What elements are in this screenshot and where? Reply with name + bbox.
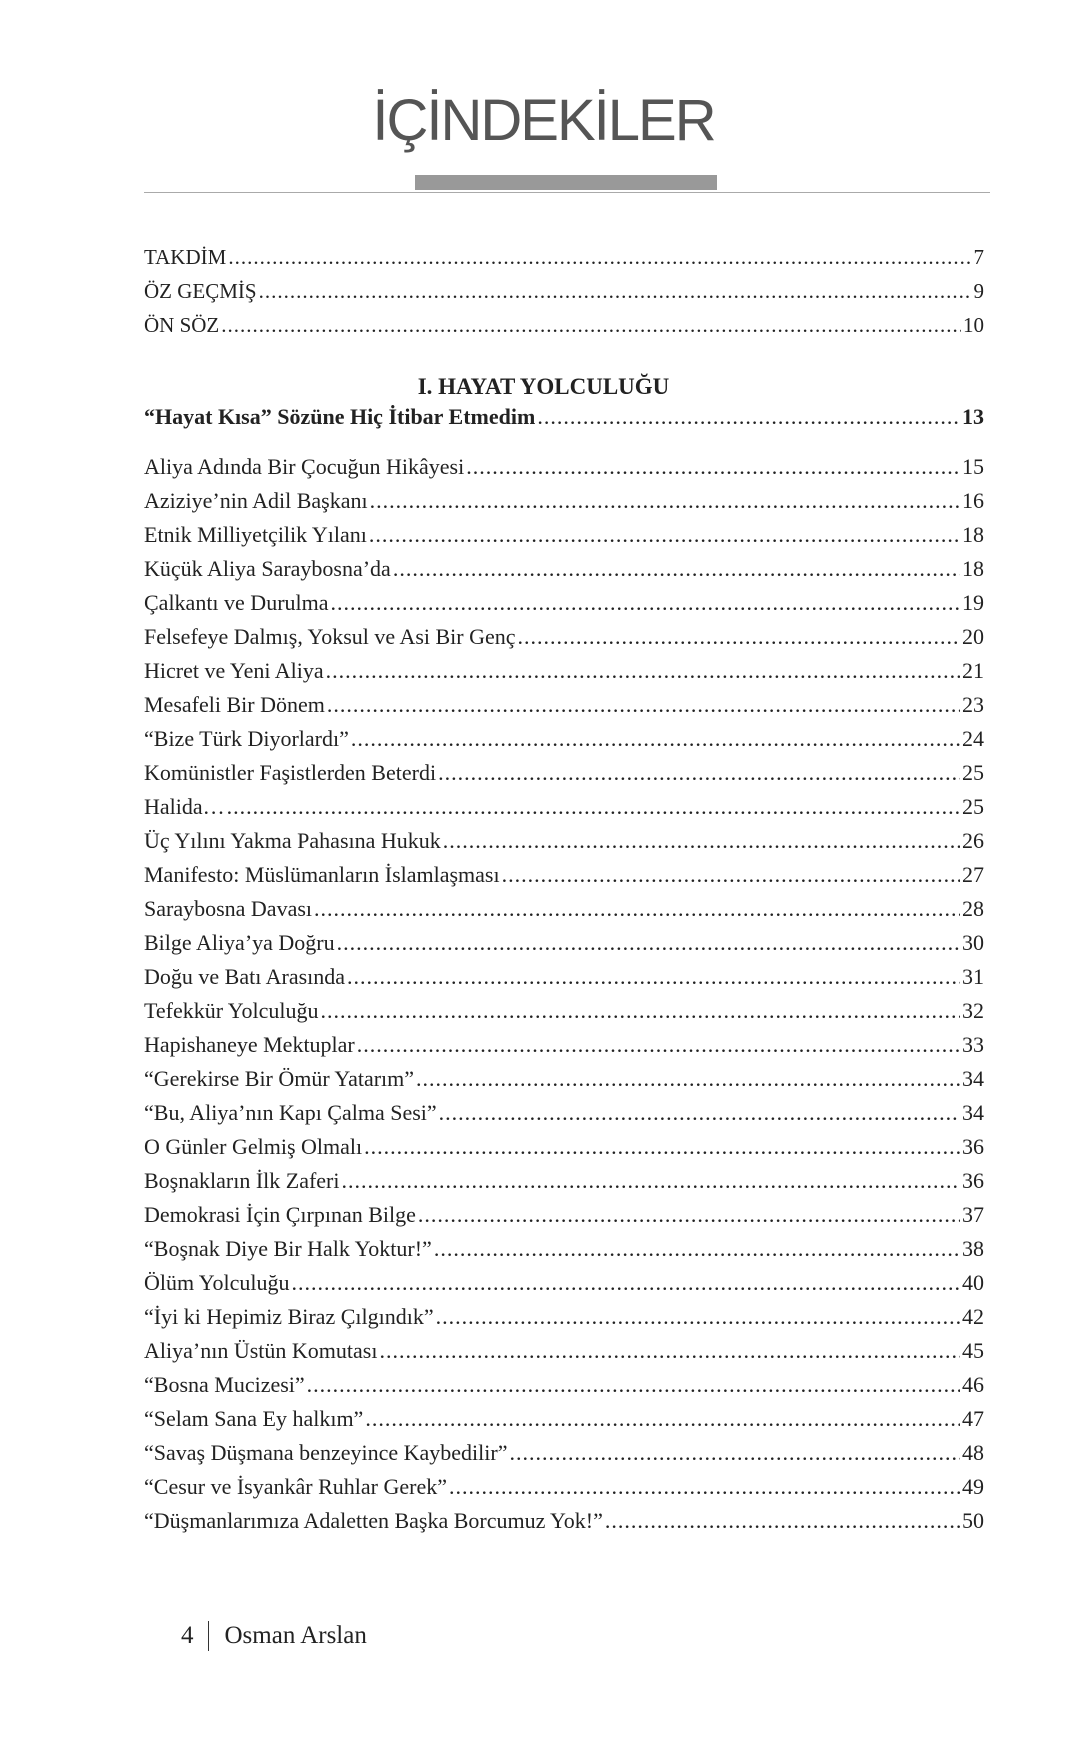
leader-dots	[327, 688, 960, 722]
toc-row	[144, 688, 984, 722]
toc-label: Etnik Milliyetçilik Yılanı	[144, 522, 367, 547]
page-number: 4	[181, 1622, 194, 1649]
toc-page: 25	[962, 794, 984, 819]
leader-dots	[291, 1266, 960, 1300]
toc-page: 48	[962, 1440, 984, 1465]
leader-dots	[326, 654, 960, 688]
toc-label: “Gerekirse Bir Ömür Yatarım”	[144, 1066, 415, 1091]
toc-row	[144, 960, 984, 994]
leader-dots	[393, 552, 960, 586]
leader-dots	[259, 274, 972, 308]
toc-label: “Savaş Düşmana benzeyince Kaybedilir”	[144, 1440, 508, 1465]
toc-page: 13	[962, 404, 984, 429]
toc-page: 15	[962, 454, 984, 479]
toc-page: 24	[962, 726, 984, 751]
toc-label: “Bu, Aliya’nın Kapı Çalma Sesi”	[144, 1100, 437, 1125]
toc-page: 31	[962, 964, 984, 989]
leader-dots	[509, 1436, 960, 1470]
leader-dots	[357, 1028, 960, 1062]
toc-page: 42	[962, 1304, 984, 1329]
toc-label: Mesafeli Bir Dönem	[144, 692, 325, 717]
toc-row	[144, 892, 984, 926]
toc-page: 19	[962, 590, 984, 615]
title-accent-bar	[415, 175, 717, 190]
toc-row	[144, 1402, 984, 1436]
toc-row	[144, 654, 984, 688]
toc-label: Felsefeye Dalmış, Yoksul ve Asi Bir Genç	[144, 624, 516, 649]
leader-dots	[227, 790, 960, 824]
leader-dots	[379, 1334, 960, 1368]
leader-dots	[369, 518, 960, 552]
toc-label: TAKDİM	[144, 245, 227, 269]
toc-label: Aziziye’nin Adil Başkanı	[144, 488, 368, 513]
toc-page: 28	[962, 896, 984, 921]
leader-dots	[439, 1096, 960, 1130]
toc-page: 18	[962, 522, 984, 547]
toc-page: 36	[962, 1168, 984, 1193]
toc-page: 23	[962, 692, 984, 717]
toc-row	[144, 1334, 984, 1368]
toc-page: 21	[962, 658, 984, 683]
leader-dots	[438, 756, 960, 790]
title-divider	[144, 192, 990, 193]
toc-row	[144, 926, 984, 960]
toc-page: 32	[962, 998, 984, 1023]
leader-dots	[342, 1164, 961, 1198]
leader-dots	[347, 960, 960, 994]
toc-label: Aliya Adında Bir Çocuğun Hikâyesi	[144, 454, 465, 479]
leader-dots	[466, 450, 960, 484]
toc-label: Manifesto: Müslümanların İslamlaşması	[144, 862, 500, 887]
footer-separator	[208, 1621, 209, 1651]
toc-page: 38	[962, 1236, 984, 1261]
toc-label: “İyi ki Hepimiz Biraz Çılgındık”	[144, 1304, 434, 1329]
leader-dots	[502, 858, 960, 892]
leader-dots	[365, 1402, 960, 1436]
leader-dots	[228, 240, 971, 274]
toc-row	[144, 1096, 984, 1130]
author-name: Osman Arslan	[224, 1622, 367, 1649]
toc-label: ÖN SÖZ	[144, 313, 220, 337]
toc-label: Hicret ve Yeni Aliya	[144, 658, 324, 683]
toc-row	[144, 400, 984, 434]
toc-page: 18	[962, 556, 984, 581]
toc-label: Ölüm Yolculuğu	[144, 1270, 290, 1295]
leader-dots	[449, 1470, 960, 1504]
leader-dots	[337, 926, 960, 960]
toc-label: “Boşnak Diye Bir Halk Yoktur!”	[144, 1236, 432, 1261]
toc-page: 47	[962, 1406, 984, 1431]
toc-page: 34	[962, 1066, 984, 1091]
toc-label: Boşnakların İlk Zaferi	[144, 1168, 340, 1193]
toc-row	[144, 1436, 984, 1470]
toc-label: “Selam Sana Ey halkım”	[144, 1406, 364, 1431]
toc-row	[144, 1130, 984, 1164]
leader-dots	[307, 1368, 960, 1402]
toc-page: 37	[962, 1202, 984, 1227]
leader-dots	[605, 1504, 960, 1538]
toc-label: O Günler Gelmiş Olmalı	[144, 1134, 363, 1159]
toc-label: Tefekkür Yolculuğu	[144, 998, 319, 1023]
toc-page: 20	[962, 624, 984, 649]
front-matter-list	[144, 240, 984, 342]
toc-page: 36	[962, 1134, 984, 1159]
toc-page: 46	[962, 1372, 984, 1397]
toc-row	[144, 790, 984, 824]
toc-page: 34	[962, 1100, 984, 1125]
leader-dots	[443, 824, 960, 858]
toc-row	[144, 1198, 984, 1232]
leader-dots	[436, 1300, 960, 1334]
toc-label: Saraybosna Davası	[144, 896, 313, 921]
leader-dots	[434, 1232, 960, 1266]
toc-row	[144, 994, 984, 1028]
toc-row	[144, 552, 984, 586]
toc-page: 50	[962, 1508, 984, 1533]
toc-row	[144, 1300, 984, 1334]
toc-row	[144, 824, 984, 858]
toc-label: “Bosna Mucizesi”	[144, 1372, 305, 1397]
toc-label: “Düşmanlarımıza Adaletten Başka Borcumuz Yok!”	[144, 1508, 603, 1533]
toc-page: 25	[962, 760, 984, 785]
toc-label: “Cesur ve İsyankâr Ruhlar Gerek”	[144, 1474, 447, 1499]
toc-page: 26	[962, 828, 984, 853]
leader-dots	[370, 484, 960, 518]
leader-dots	[537, 400, 960, 434]
leader-dots	[331, 586, 960, 620]
toc-label: Demokrasi İçin Çırpınan Bilge	[144, 1202, 416, 1227]
toc-label: Komünistler Faşistlerden Beterdi	[144, 760, 437, 785]
toc-row	[144, 450, 984, 484]
toc-page: 45	[962, 1338, 984, 1363]
toc-label: ÖZ GEÇMİŞ	[144, 279, 257, 303]
toc-label: “Bize Türk Diyorlardı”	[144, 726, 349, 751]
toc-row	[144, 1164, 984, 1198]
leader-dots	[221, 308, 961, 342]
leader-dots	[518, 620, 960, 654]
toc-row	[144, 620, 984, 654]
toc-row	[144, 1470, 984, 1504]
page-footer	[181, 1621, 367, 1651]
toc-label: Aliya’nın Üstün Komutası	[144, 1338, 378, 1363]
toc-page: 16	[962, 488, 984, 513]
toc-label: “Hayat Kısa” Sözüne Hiç İtibar Etmedim	[144, 404, 536, 429]
toc-page: 40	[962, 1270, 984, 1295]
leader-dots	[351, 722, 960, 756]
toc-label: Bilge Aliya’ya Doğru	[144, 930, 335, 955]
toc-row	[144, 240, 984, 274]
leader-dots	[314, 892, 960, 926]
toc-row	[144, 1028, 984, 1062]
toc-row	[144, 1062, 984, 1096]
section-heading: I. HAYAT YOLCULUĞU	[417, 374, 670, 399]
toc-entries-list	[144, 450, 984, 1538]
toc-row	[144, 518, 984, 552]
toc-page: 30	[962, 930, 984, 955]
toc-row	[144, 756, 984, 790]
toc-label: Üç Yılını Yakma Pahasına Hukuk	[144, 828, 441, 853]
toc-row	[144, 1504, 984, 1538]
toc-page: 9	[973, 279, 984, 303]
leader-dots	[416, 1062, 960, 1096]
toc-row	[144, 1266, 984, 1300]
toc-label: Küçük Aliya Saraybosna’da	[144, 556, 391, 581]
toc-row	[144, 586, 984, 620]
toc-label: Çalkantı ve Durulma	[144, 590, 329, 615]
toc-label: Hapishaneye Mektuplar	[144, 1032, 355, 1057]
toc-page: 49	[962, 1474, 984, 1499]
toc-row	[144, 274, 984, 308]
toc-row	[144, 858, 984, 892]
toc-page: 10	[963, 313, 984, 337]
section-bold-entry	[144, 400, 984, 434]
leader-dots	[320, 994, 960, 1028]
toc-row	[144, 1368, 984, 1402]
toc-label: Halida…	[144, 794, 225, 819]
toc-page: 33	[962, 1032, 984, 1057]
toc-row	[144, 484, 984, 518]
toc-page: 7	[973, 245, 984, 269]
toc-row	[144, 308, 984, 342]
toc-row	[144, 1232, 984, 1266]
leader-dots	[418, 1198, 960, 1232]
leader-dots	[364, 1130, 960, 1164]
toc-row	[144, 722, 984, 756]
toc-label: Doğu ve Batı Arasında	[144, 964, 346, 989]
page-title: İÇİNDEKİLER	[372, 88, 715, 153]
toc-page: 27	[962, 862, 984, 887]
